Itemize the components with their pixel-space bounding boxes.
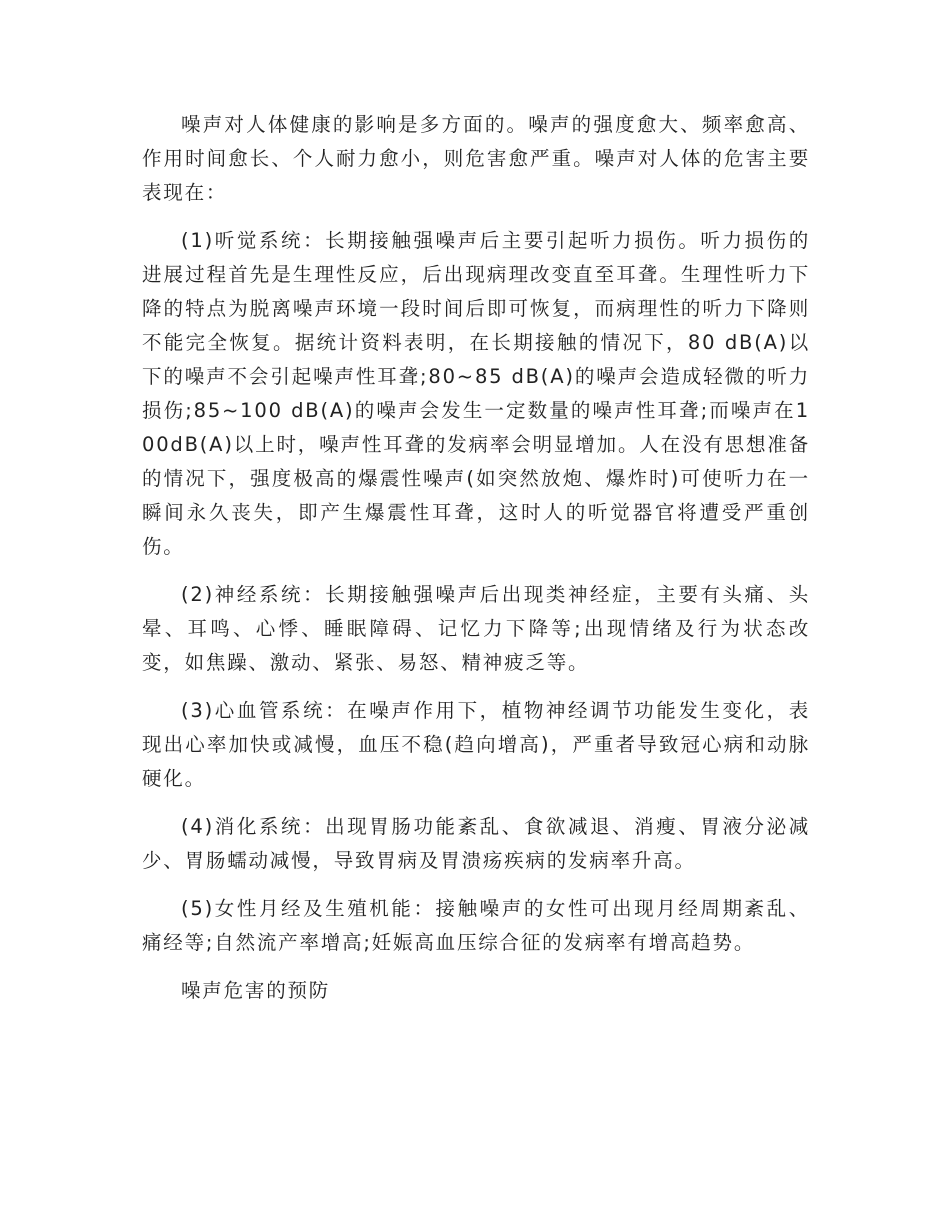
paragraph-intro: 噪声对人体健康的影响是多方面的。噪声的强度愈大、频率愈高、作用时间愈长、个人耐力愈小，则危害愈严重。噪声对人体的危害主要表现在： [142,113,810,204]
paragraph-reproductive-function: (5)女性月经及生殖机能：接触噪声的女性可出现月经周期紊乱、痛经等;自然流产率增高;妊娠高血压综合征的发病率有增高趋势。 [142,897,810,954]
paragraph-cardiovascular-system: (3)心血管系统：在噪声作用下，植物神经调节功能发生变化，表现出心率加快或减慢，血压不稳(趋向增高)，严重者导致冠心病和动脉硬化。 [142,699,810,790]
paragraph-digestive-system: (4)消化系统：出现胃肠功能紊乱、食欲减退、消瘦、胃液分泌减少、胃肠蠕动减慢，导致胃病及胃溃疡疾病的发病率升高。 [142,815,810,872]
section-heading-prevention: 噪声危害的预防 [181,979,331,1002]
paragraph-nervous-system: (2)神经系统：长期接触强噪声后出现类神经症，主要有头痛、头晕、耳鸣、心悸、睡眠障碍、记忆力下降等;出现情绪及行为状态改变，如焦躁、激动、紧张、易怒、精神疲乏等。 [142,583,810,674]
document-body [142,108,810,1022]
paragraph-auditory-system: (1)听觉系统：长期接触强噪声后主要引起听力损伤。听力损伤的进展过程首先是生理性反应，后出现病理改变直至耳聋。生理性听力下降的特点为脱离噪声环境一段时间后即可恢复，而病理性的听力下降则不能完全恢复。据统计资料表明，在长期接触的情况下，80 dB(A)以下的噪声不会引起噪声性耳聋;80~85 dB(A)的噪声会造成轻微的听力损伤;85~100 dB(A)的噪声会发生一定数量的噪声性耳聋;而噪声在100dB(A)以上时，噪声性耳聋的发病率会明显增加。人在没有思想准备的情况下，强度极高的爆震性噪声(如突然放炮、爆炸时)可使听力在一瞬间永久丧失，即产生爆震性耳聋，这时人的听觉器官将遭受严重创伤。 [142,229,810,558]
